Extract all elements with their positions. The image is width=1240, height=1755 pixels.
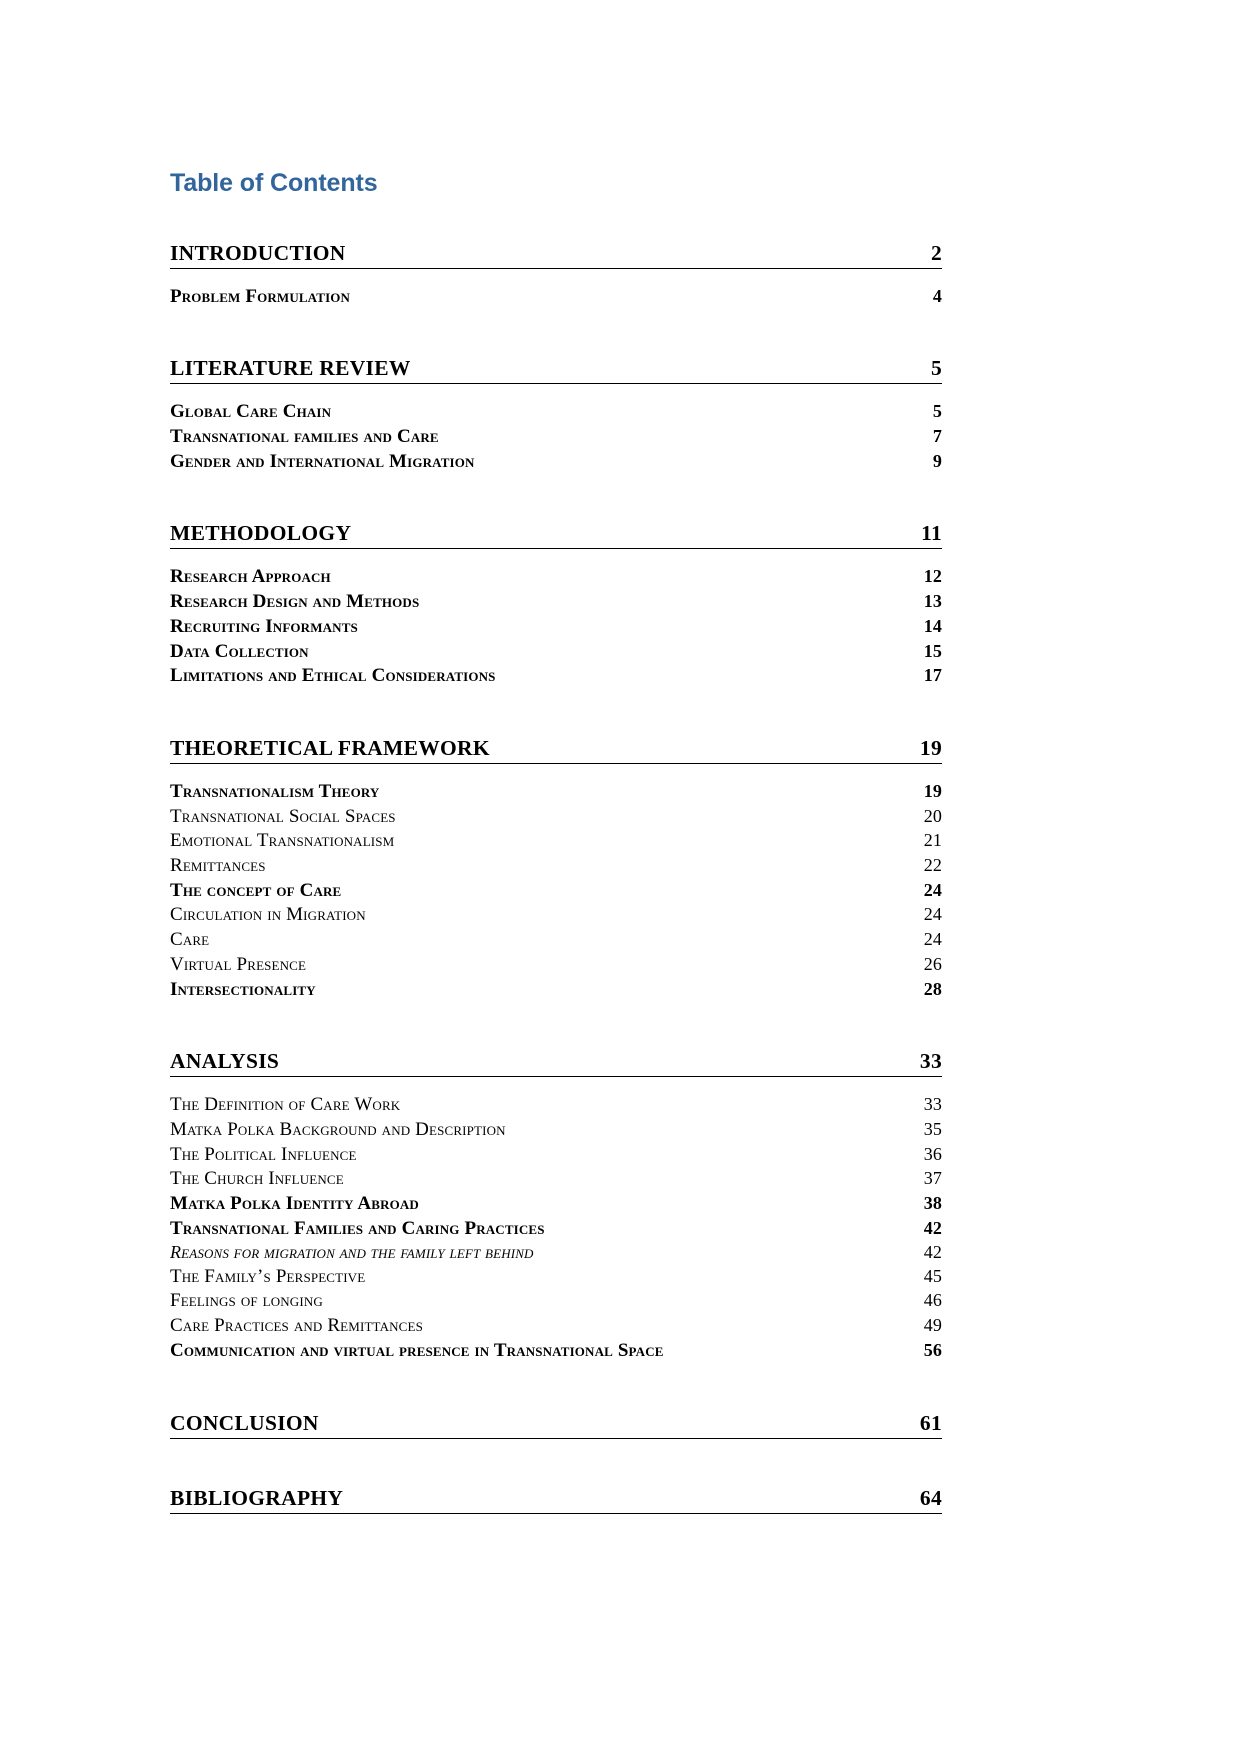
toc-entry-label: Research Approach	[170, 566, 331, 588]
toc-entry-page-number: 15	[923, 640, 942, 661]
toc-entry-level-2[interactable]	[170, 780, 942, 805]
toc-entry-level-3[interactable]	[170, 854, 942, 879]
section-spacer	[170, 549, 942, 565]
toc-entry-page-number: 42	[923, 1217, 942, 1238]
toc-entry-label: The concept of Care	[170, 879, 342, 901]
toc-entry-label: METHODOLOGY	[170, 521, 352, 546]
toc-entry-page-number: 24	[923, 904, 942, 925]
toc-entry-label: Care	[170, 929, 210, 951]
toc-entry-page-number: 61	[919, 1410, 942, 1435]
toc-entry-page-number: 42	[923, 1242, 942, 1263]
toc-entry-page-number: 38	[923, 1193, 942, 1214]
toc-entry-label: ANALYSIS	[170, 1049, 280, 1074]
toc-entry-page-number: 46	[923, 1290, 942, 1311]
toc-entry-level-2[interactable]	[170, 1192, 942, 1217]
toc-entry-level-2[interactable]	[170, 664, 942, 689]
toc-entry-page-number: 11	[921, 521, 942, 546]
toc-entry-level-2[interactable]	[170, 285, 942, 310]
toc-entry-label: Data Collection	[170, 640, 309, 662]
toc-entry-label: Research Design and Methods	[170, 591, 420, 613]
toc-entry-page-number: 35	[923, 1118, 942, 1139]
toc-entry-page-number: 12	[923, 566, 942, 587]
toc-entry-label: The Definition of Care Work	[170, 1094, 401, 1116]
toc-entry-level-3[interactable]	[170, 1289, 942, 1314]
toc-entry-page-number: 19	[923, 781, 942, 801]
toc-entry-level-1[interactable]	[170, 1048, 942, 1077]
toc-entry-level-3[interactable]	[170, 1093, 942, 1118]
toc-entry-page-number: 2	[930, 240, 942, 265]
section-spacer	[170, 1077, 942, 1093]
toc-entry-label: Virtual Presence	[170, 953, 307, 975]
toc-entry-level-1[interactable]	[170, 355, 942, 384]
toc-content	[170, 170, 942, 1514]
toc-entry-level-2[interactable]	[170, 400, 942, 425]
toc-entry-page-number: 17	[923, 665, 942, 686]
toc-entry-level-3[interactable]	[170, 903, 942, 928]
toc-entry-page-number: 33	[919, 1049, 942, 1074]
toc-entry-level-2[interactable]	[170, 1217, 942, 1242]
toc-entry-label: The Political Influence	[170, 1143, 357, 1165]
section-spacer	[170, 309, 942, 325]
toc-entry-page-number: 26	[923, 953, 942, 974]
toc-entry-level-3[interactable]	[170, 1143, 942, 1168]
section-spacer	[170, 1364, 942, 1380]
toc-entry-label: BIBLIOGRAPHY	[170, 1485, 344, 1510]
toc-entry-level-2[interactable]	[170, 879, 942, 904]
toc-entry-label: Intersectionality	[170, 978, 316, 1000]
toc-entry-page-number: 20	[923, 805, 942, 826]
toc-entry-page-number: 28	[923, 978, 942, 999]
toc-entry-page-number: 37	[923, 1168, 942, 1189]
toc-entry-label: INTRODUCTION	[170, 240, 346, 265]
toc-entry-level-2[interactable]	[170, 1339, 942, 1364]
toc-entry-level-1[interactable]	[170, 1485, 942, 1514]
toc-entry-label: Transnational Families and Caring Practices	[170, 1217, 545, 1239]
section-spacer	[170, 1439, 942, 1455]
toc-entry-label: The Church Influence	[170, 1168, 344, 1190]
toc-entry-page-number: 9	[932, 450, 942, 471]
toc-entry-page-number: 22	[923, 855, 942, 876]
toc-entry-page-number: 45	[923, 1265, 942, 1286]
toc-entry-label: Reasons for migration and the family left behind	[170, 1242, 534, 1263]
toc-entry-level-2[interactable]	[170, 978, 942, 1003]
toc-entry-label: The Family’s Perspective	[170, 1265, 366, 1287]
toc-entry-label: Transnational Social Spaces	[170, 805, 396, 827]
toc-entry-label: Matka Polka Background and Description	[170, 1118, 506, 1140]
toc-entry-page-number: 21	[923, 830, 942, 851]
toc-entry-label: Transnational families and Care	[170, 426, 439, 448]
toc-entry-level-2[interactable]	[170, 565, 942, 590]
section-spacer	[170, 689, 942, 705]
toc-entry-level-3[interactable]	[170, 1265, 942, 1290]
toc-entry-level-3[interactable]	[170, 1241, 942, 1264]
toc-entry-level-2[interactable]	[170, 615, 942, 640]
toc-entry-label: Circulation in Migration	[170, 904, 366, 926]
section-spacer	[170, 269, 942, 285]
toc-entry-label: CONCLUSION	[170, 1410, 319, 1435]
toc-entry-page-number: 36	[923, 1143, 942, 1164]
toc-entry-level-2[interactable]	[170, 425, 942, 450]
toc-entry-label: Global Care Chain	[170, 401, 332, 423]
toc-entry-page-number: 7	[932, 426, 942, 447]
toc-entry-level-3[interactable]	[170, 829, 942, 854]
toc-entry-label: Care Practices and Remittances	[170, 1315, 423, 1337]
toc-entry-level-2[interactable]	[170, 640, 942, 665]
toc-entry-level-3[interactable]	[170, 805, 942, 830]
toc-entry-level-1[interactable]	[170, 1410, 942, 1439]
toc-entry-label: Gender and International Migration	[170, 450, 475, 472]
toc-entry-label: THEORETICAL FRAMEWORK	[170, 735, 490, 760]
toc-entry-label: Matka Polka Identity Abroad	[170, 1193, 419, 1215]
toc-entry-level-2[interactable]	[170, 450, 942, 475]
toc-entry-page-number: 4	[932, 285, 942, 306]
toc-entry-level-3[interactable]	[170, 1167, 942, 1192]
toc-entry-level-1[interactable]	[170, 735, 942, 764]
toc-entry-level-3[interactable]	[170, 953, 942, 978]
toc-entry-label: Limitations and Ethical Considerations	[170, 665, 496, 687]
toc-entry-label: Remittances	[170, 855, 266, 877]
toc-entry-page-number: 64	[919, 1485, 942, 1510]
toc-entry-level-3[interactable]	[170, 928, 942, 953]
toc-entry-page-number: 33	[923, 1094, 942, 1115]
toc-entry-page-number: 24	[923, 879, 942, 900]
toc-entry-level-1[interactable]	[170, 520, 942, 549]
toc-entry-page-number: 13	[923, 591, 942, 612]
toc-entry-level-3[interactable]	[170, 1118, 942, 1143]
toc-entry-page-number: 5	[932, 401, 942, 422]
toc-entry-page-number: 56	[923, 1339, 942, 1360]
page-title: Table of Contents	[170, 169, 378, 197]
section-spacer	[170, 384, 942, 400]
toc-entry-page-number: 5	[930, 356, 942, 381]
toc-entry-page-number: 49	[923, 1315, 942, 1336]
toc-entry-level-1[interactable]	[170, 240, 942, 269]
toc-entry-level-3[interactable]	[170, 1314, 942, 1339]
toc-entry-label: Problem Formulation	[170, 285, 351, 307]
toc-entry-label: Communication and virtual presence in Transnational Space	[170, 1339, 664, 1361]
toc-entry-level-2[interactable]	[170, 590, 942, 615]
toc-entry-label: Recruiting Informants	[170, 615, 358, 637]
toc-entry-label: Feelings of longing	[170, 1290, 323, 1312]
toc-entry-page-number: 14	[923, 615, 942, 636]
toc-entry-label: Transnationalism Theory	[170, 781, 380, 802]
toc-entry-list	[170, 240, 942, 1514]
section-spacer	[170, 1002, 942, 1018]
toc-entry-page-number: 19	[919, 735, 942, 760]
toc-entry-page-number: 24	[923, 929, 942, 950]
section-spacer	[170, 764, 942, 780]
section-spacer	[170, 474, 942, 490]
toc-entry-label: Emotional Transnationalism	[170, 830, 395, 852]
toc-entry-label: LITERATURE REVIEW	[170, 356, 411, 381]
